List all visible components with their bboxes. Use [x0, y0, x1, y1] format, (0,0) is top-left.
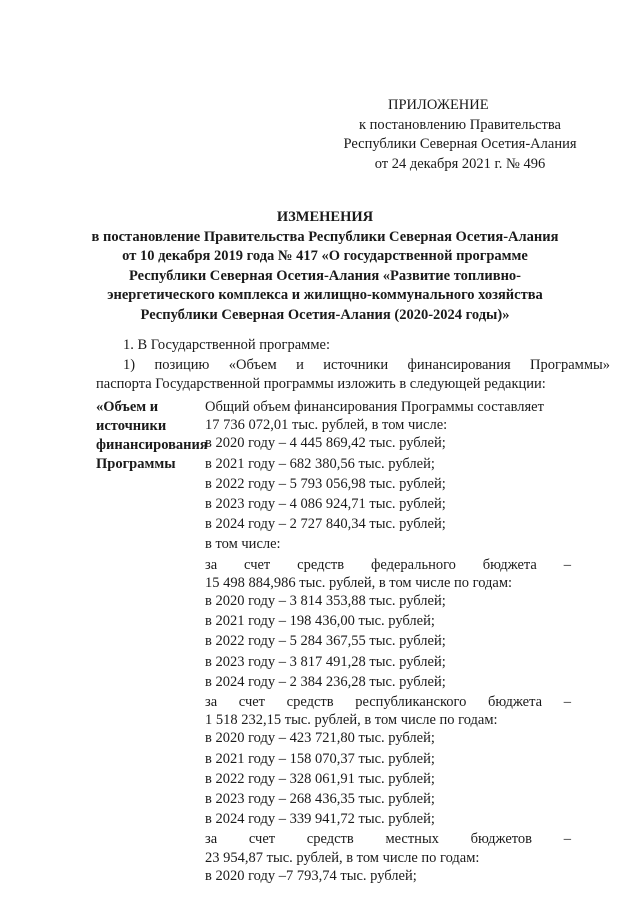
title-line: энергетического комплекса и жилищно-коммунального хозяйства [107, 287, 543, 303]
word: – [563, 831, 571, 848]
word: местных [385, 831, 439, 848]
word: республиканского [355, 694, 467, 711]
federal-total: 15 498 884,986 тыс. рублей, в том числе по годам: [205, 574, 513, 591]
federal-year: в 2024 году – 2 384 236,28 тыс. рублей; [205, 673, 446, 690]
republic-year: в 2024 году – 339 941,72 тыс. рублей; [205, 811, 435, 828]
federal-heading [205, 556, 571, 574]
including-label: в том числе: [205, 536, 281, 553]
word: средств [286, 694, 334, 711]
table-left-line: «Объем и [96, 399, 159, 415]
word: «Объем [228, 357, 277, 373]
word: средств [306, 831, 354, 848]
word: финансирования [407, 357, 511, 373]
word: средств [297, 556, 345, 573]
word: позицию [154, 357, 210, 373]
appendix-line-2: к постановлению Правительства [359, 116, 561, 133]
table-left-line: источники [96, 418, 167, 434]
word: за [205, 556, 218, 573]
table-left-line: финансирования [96, 437, 208, 453]
republic-year: в 2021 году – 158 070,37 тыс. рублей; [205, 750, 435, 767]
funding-year: в 2022 году – 5 793 056,98 тыс. рублей; [205, 475, 446, 492]
federal-year: в 2020 году – 3 814 353,88 тыс. рублей; [205, 593, 446, 610]
funding-year: в 2023 году – 4 086 924,71 тыс. рублей; [205, 496, 446, 513]
word: – [563, 694, 571, 711]
title-line: в постановление Правительства Республики Северная Осетия-Алания [91, 228, 559, 245]
word: 1) [123, 357, 136, 373]
table-right-column [205, 398, 577, 885]
appendix-line-3: Республики Северная Осетия-Алания [343, 136, 577, 152]
word: счет [238, 694, 266, 711]
funding-year: в 2020 году – 4 445 869,42 тыс. рублей; [205, 435, 446, 452]
title-line: Республики Северная Осетия-Алания «Развитие топливно- [128, 267, 522, 284]
funding-intro: Общий объем финансирования Программы составляет [205, 399, 544, 415]
table-left-line: Программы [96, 456, 176, 472]
title-line: от 10 декабря 2019 года № 417 «О государственной программе [122, 248, 528, 264]
word: счет [244, 556, 271, 573]
title-line: Республики Северная Осетия-Алания (2020-2024 годы)» [140, 306, 510, 323]
body-item-2-first-line [123, 356, 610, 375]
federal-year: в 2022 году – 5 284 367,55 тыс. рублей; [205, 633, 446, 650]
word: федерального [370, 556, 456, 573]
word: источники [323, 357, 389, 373]
table-left-column [96, 398, 208, 474]
appendix-line-4: от 24 декабря 2021 г. № 496 [374, 155, 546, 172]
word: бюджета [482, 556, 537, 573]
local-year: в 2020 году –7 793,74 тыс. рублей; [205, 867, 417, 884]
word: Программы» [530, 357, 610, 373]
body-item-1: 1. В Государственной программе: [123, 337, 330, 353]
appendix-header [310, 96, 610, 174]
document-title [50, 208, 600, 325]
republic-year: в 2023 году – 268 436,35 тыс. рублей; [205, 791, 435, 808]
word: и [296, 357, 304, 373]
federal-year: в 2023 году – 3 817 491,28 тыс. рублей; [205, 653, 446, 670]
funding-total: 17 736 072,01 тыс. рублей, в том числе: [205, 417, 448, 434]
local-heading [205, 830, 571, 848]
word: за [205, 831, 218, 848]
word: – [563, 556, 571, 573]
funding-year: в 2024 году – 2 727 840,34 тыс. рублей; [205, 516, 446, 533]
republic-year: в 2022 году – 328 061,91 тыс. рублей; [205, 770, 435, 787]
federal-year: в 2021 году – 198 436,00 тыс. рублей; [205, 613, 435, 630]
body-item-2-continuation: паспорта Государственной программы изложить в следующей редакции: [96, 376, 546, 392]
body-item-2 [123, 356, 610, 375]
word: за [205, 694, 218, 711]
republic-year: в 2020 году – 423 721,80 тыс. рублей; [205, 730, 435, 747]
local-total: 23 954,87 тыс. рублей, в том числе по годам: [205, 849, 480, 866]
appendix-title: ПРИЛОЖЕНИЕ [388, 97, 489, 113]
republic-heading [205, 693, 571, 711]
word: бюджета [488, 694, 543, 711]
republic-total: 1 518 232,15 тыс. рублей, в том числе по годам: [205, 712, 498, 729]
title-heading: ИЗМЕНЕНИЯ [276, 209, 374, 225]
word: счет [248, 831, 276, 848]
funding-year: в 2021 году – 682 380,56 тыс. рублей; [205, 455, 435, 472]
word: бюджетов [470, 831, 532, 848]
